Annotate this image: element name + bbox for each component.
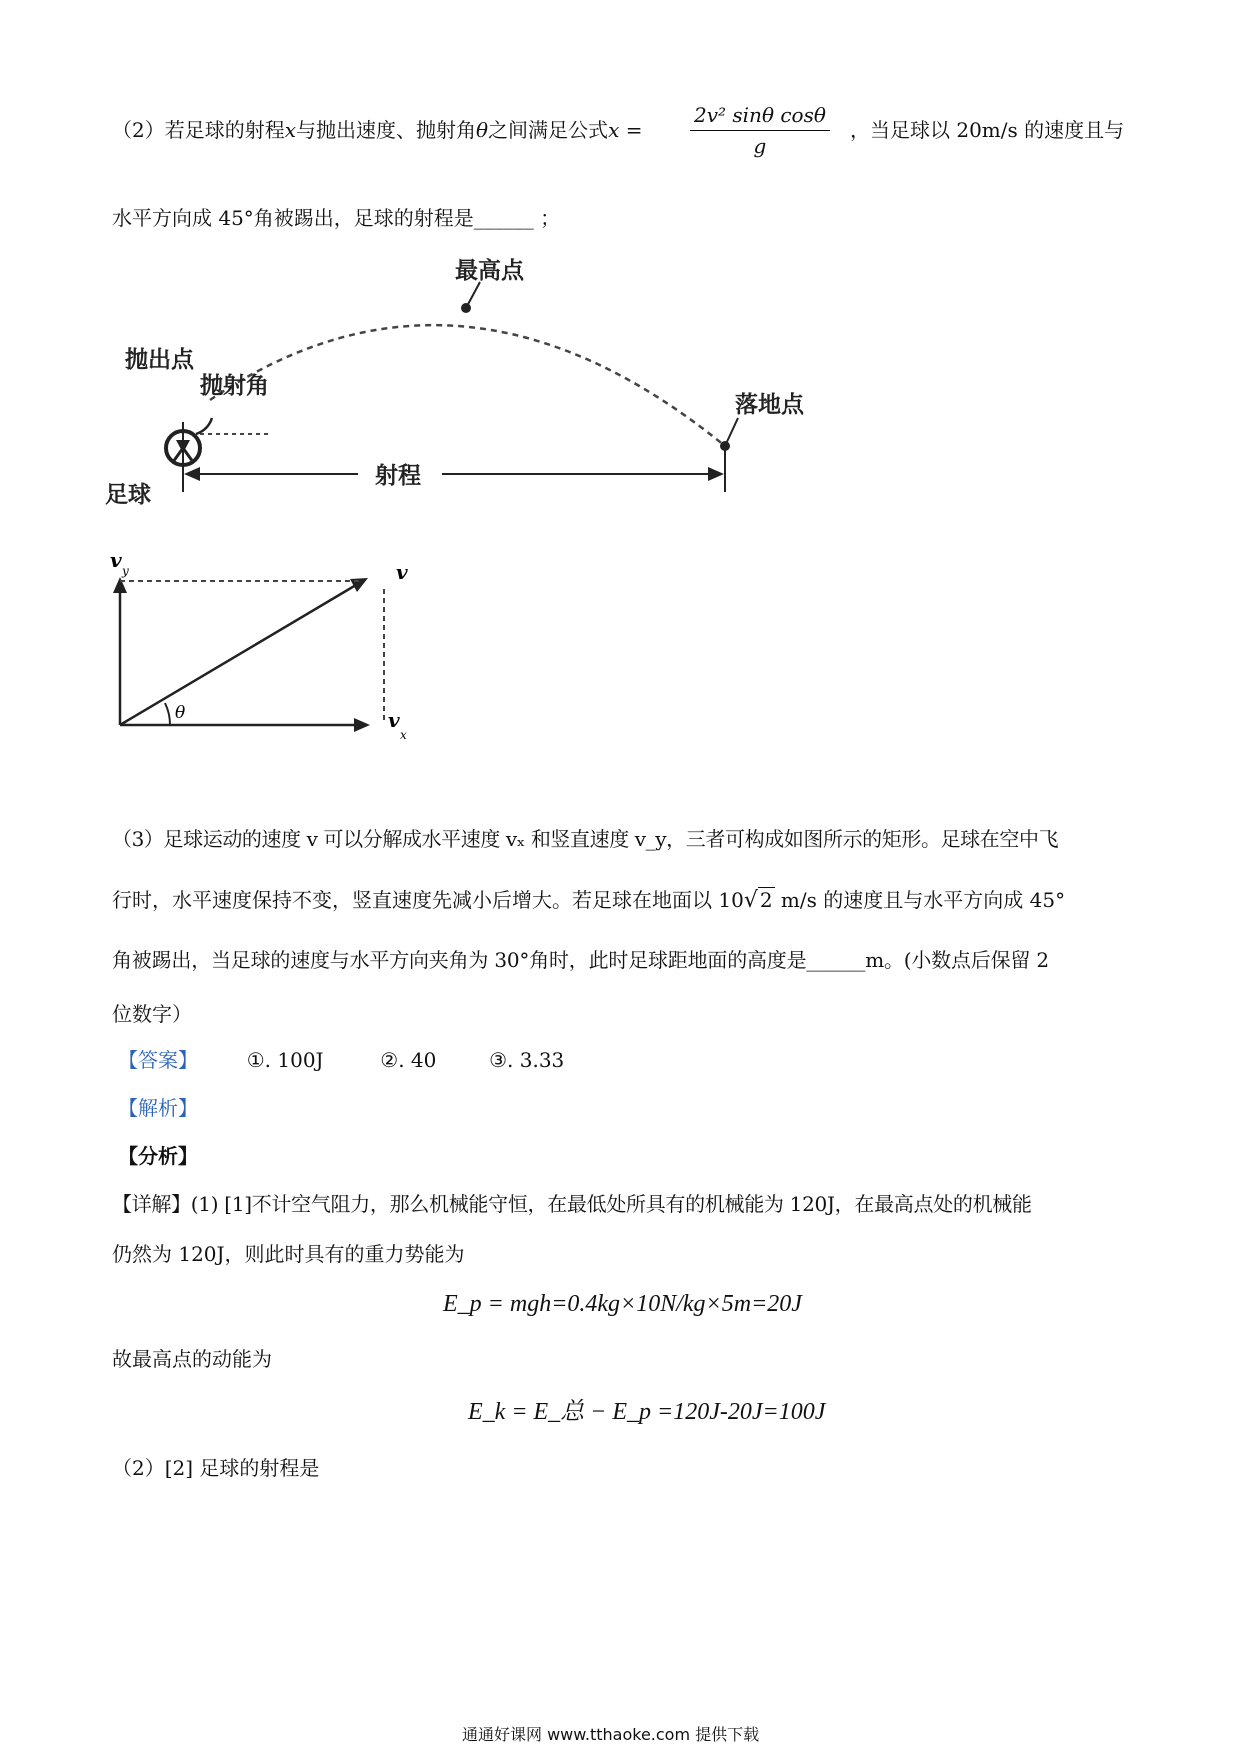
q2-line2: 水平方向成 45°角被踢出，足球的射程是______ ； [112, 206, 561, 230]
q2-text-a: （2）若足球的射程 [112, 118, 285, 142]
q3-line2 [112, 886, 1065, 915]
q2-line1 [112, 116, 642, 144]
vx-arrowhead [354, 718, 370, 732]
label-vx-sub: x [400, 728, 407, 742]
q2-text-b: 与抛出速度、抛射角 [296, 118, 477, 142]
theta-arc [165, 703, 170, 725]
formula-numerator: 2v² sinθ cosθ [690, 100, 830, 131]
detail-line4: （2）[2] 足球的射程是 [112, 1456, 320, 1480]
sqrt-symbol: √ [743, 888, 758, 913]
q3-line3: 角被踢出，当足球的速度与水平方向夹角为 30°角时，此时足球距地面的高度是______m。(小数点后保留 2 [112, 948, 1049, 972]
equation-potential-energy: E_p = mgh=0.4kg×10N/kg×5m=20J [443, 1291, 802, 1317]
page-footer: 通通好课网 www.tthaoke.com 提供下载 [462, 1725, 760, 1744]
answer-tag: 【答案】 [118, 1048, 198, 1072]
label-vy-sub: y [122, 564, 129, 578]
var-x: x [284, 118, 297, 142]
angle-arc [196, 418, 212, 434]
v-vector [120, 585, 356, 725]
detail-line3: 故最高点的动能为 [112, 1347, 272, 1371]
label-vy: v [110, 548, 122, 572]
formula-denominator: g [753, 134, 767, 158]
vy-arrowhead [113, 577, 127, 593]
label-launch-point: 抛出点 [125, 347, 194, 373]
detail-line1: 【详解】(1) [1]不计空气阻力，那么机械能守恒，在最低处所具有的机械能为 120J，在最高点处的机械能 [112, 1192, 1032, 1216]
range-arrowhead-left [184, 467, 200, 481]
label-highest-point: 最高点 [455, 258, 524, 284]
label-ball: 足球 [105, 482, 151, 508]
highest-point-pointer [466, 282, 480, 308]
var-theta: θ [476, 118, 489, 142]
answer-2: ②. 40 [380, 1048, 437, 1072]
fenxi-tag: 【分析】 [118, 1144, 198, 1168]
label-launch-angle: 抛射角 [200, 373, 269, 399]
q2-line1-end: ，当足球以 20m/s 的速度且与 [850, 118, 1125, 142]
answer-1: ①. 100J [246, 1048, 324, 1072]
sqrt-radicand: 2 [759, 888, 773, 912]
trajectory-path [210, 325, 725, 446]
formula-lhs: x = [608, 118, 643, 142]
range-arrowhead-right [708, 467, 724, 481]
label-vx: v [388, 708, 400, 732]
q3-line2-pre: 行时，水平速度保持不变，竖直速度先减小后增大。若足球在地面以 10 [112, 888, 744, 912]
label-landing-point: 落地点 [735, 392, 804, 418]
trajectory-figure [100, 250, 840, 520]
landing-point-pointer [725, 418, 738, 446]
label-v: v [396, 560, 408, 584]
answer-3: ③. 3.33 [489, 1048, 565, 1072]
label-range: 射程 [375, 463, 421, 489]
answer-row [118, 1046, 564, 1074]
q3-line4: 位数字） [112, 1002, 192, 1026]
q2-text-c: 之间满足公式 [488, 118, 609, 142]
label-theta: θ [175, 703, 186, 723]
range-formula-fraction [690, 100, 830, 161]
detail-line2: 仍然为 120J，则此时具有的重力势能为 [112, 1242, 465, 1266]
analysis-tag: 【解析】 [118, 1096, 198, 1120]
velocity-rectangle-figure [100, 545, 430, 755]
q3-line2-post: m/s 的速度且与水平方向成 45° [774, 888, 1066, 912]
q3-line1: （3）足球运动的速度 v 可以分解成水平速度 vₓ 和竖直速度 v_y，三者可构成如图所示的矩形。足球在空中飞 [112, 827, 1059, 851]
equation-kinetic-energy: E_k = E_总 − E_p =120J-20J=100J [468, 1399, 826, 1425]
